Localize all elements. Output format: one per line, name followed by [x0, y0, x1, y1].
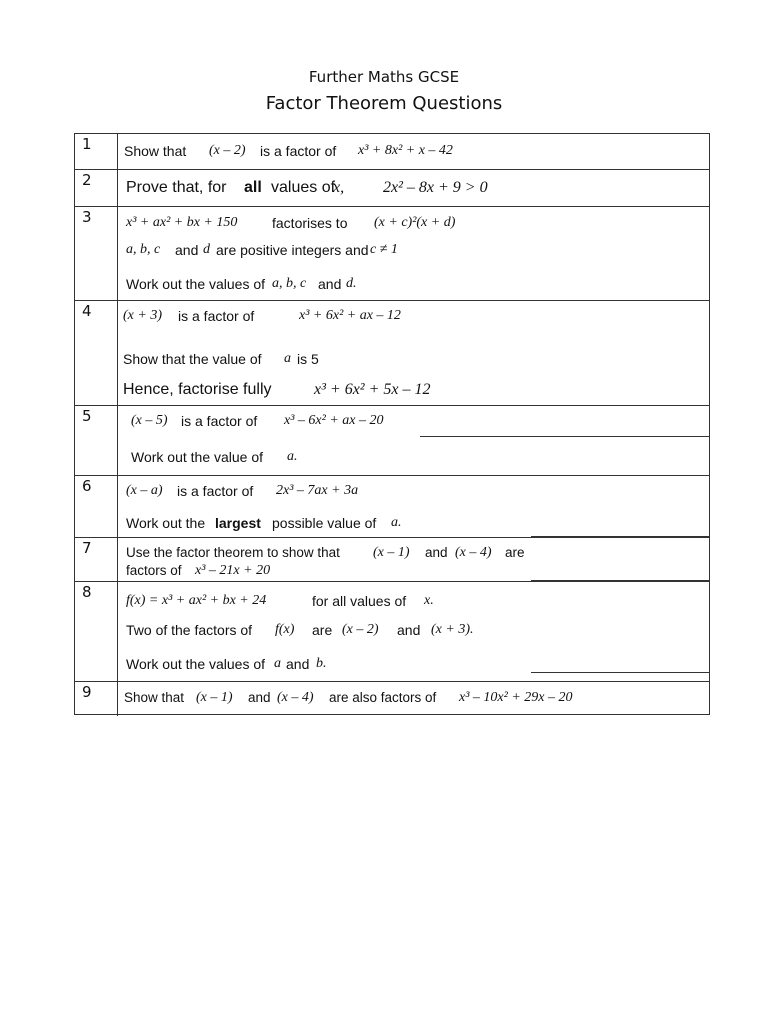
question-text: Use the factor theorem to show that [126, 545, 340, 560]
question-text: is a factor of [177, 483, 254, 499]
question-body [119, 170, 709, 206]
question-text: Work out the [126, 515, 206, 531]
question-text: and [175, 242, 199, 258]
question-text: and [318, 276, 342, 292]
variable: b. [316, 656, 327, 671]
questions-table [74, 133, 710, 715]
variables: a, b, c [272, 276, 307, 291]
question-text: are [505, 545, 525, 560]
question-number: 2 [75, 170, 118, 206]
question-row-3 [75, 207, 709, 301]
question-row-7 [75, 538, 709, 582]
polynomial-expression: x³ + 8x² + x – 42 [358, 143, 453, 158]
variable: d [203, 242, 210, 257]
question-row-4 [75, 301, 709, 406]
factor-expression: (x – 1) [196, 690, 233, 705]
question-row-9 [75, 682, 709, 716]
question-body [119, 582, 709, 681]
question-row-6 [75, 476, 709, 538]
variable: a. [287, 449, 298, 464]
question-text: Show that [124, 143, 187, 159]
question-text: Work out the values of [126, 656, 266, 672]
polynomial-expression: x³ – 21x + 20 [195, 563, 271, 578]
question-body [119, 207, 709, 300]
factor-expression: (x + 3). [431, 622, 474, 637]
polynomial-expression: x³ + 6x² + ax – 12 [299, 308, 401, 323]
emphasis-text: largest [215, 515, 261, 531]
factor-expression: (x – 2) [342, 622, 379, 637]
question-text: are positive integers and [216, 242, 369, 258]
factor-expression: (x – a) [126, 483, 163, 498]
condition-expression: c ≠ 1 [370, 242, 398, 257]
document-title: Factor Theorem Questions [265, 93, 503, 114]
question-row-2 [75, 170, 709, 207]
polynomial-expression: x³ + 6x² + 5x – 12 [314, 381, 431, 398]
question-body [119, 301, 709, 405]
function-definition: f(x) = x³ + ax² + bx + 24 [126, 593, 267, 608]
variable: x, [333, 179, 345, 196]
question-row-8 [75, 582, 709, 682]
divider [420, 436, 709, 437]
divider [531, 536, 709, 537]
question-number: 1 [75, 134, 118, 169]
document-subtitle: Further Maths GCSE [308, 68, 460, 86]
factor-expression: (x – 4) [277, 690, 314, 705]
question-text: and [248, 690, 271, 705]
question-body [119, 682, 709, 716]
divider [531, 672, 709, 673]
question-text: Show that the value of [123, 351, 262, 367]
factor-expression: (x – 1) [373, 545, 410, 560]
question-body [119, 134, 709, 169]
question-text: Prove that, for [126, 179, 227, 196]
question-text: Hence, factorise fully [123, 381, 272, 398]
question-text: and [397, 622, 421, 638]
question-text: Work out the value of [131, 449, 264, 465]
factor-expression: (x – 4) [455, 545, 492, 560]
question-row-1 [75, 134, 709, 170]
question-text: Two of the factors of [126, 622, 253, 638]
question-text: possible value of [272, 515, 377, 531]
polynomial-expression: x³ – 6x² + ax – 20 [284, 413, 384, 428]
factor-expression: (x – 2) [209, 143, 246, 158]
factor-expression: (x + 3) [123, 308, 162, 323]
question-text: factors of [126, 563, 182, 578]
question-body [119, 476, 709, 537]
question-body [119, 406, 709, 475]
polynomial-expression: 2x³ – 7ax + 3a [276, 483, 359, 498]
question-row-5 [75, 406, 709, 476]
question-text: and [425, 545, 448, 560]
factorised-expression: (x + c)²(x + d) [374, 215, 456, 230]
question-text: Work out the values of [126, 276, 266, 292]
question-text: is a factor of [260, 143, 337, 159]
question-number: 6 [75, 476, 118, 537]
question-text: is a factor of [181, 413, 258, 429]
variable: a. [391, 515, 402, 530]
variable: a [284, 351, 291, 366]
variable: d. [346, 276, 357, 291]
divider [531, 580, 709, 581]
question-text: are [312, 622, 333, 638]
polynomial-expression: x³ + ax² + bx + 150 [126, 215, 238, 230]
question-text: and [286, 656, 310, 672]
variables: a, b, c [126, 242, 161, 257]
question-number: 5 [75, 406, 118, 475]
question-number: 8 [75, 582, 118, 681]
polynomial-expression: x³ – 10x² + 29x – 20 [459, 690, 573, 705]
variable: a [274, 656, 281, 671]
factor-expression: (x – 5) [131, 413, 168, 428]
question-text: factorises to [272, 215, 348, 231]
question-number: 7 [75, 538, 118, 581]
question-text: for all values of [312, 593, 407, 609]
question-body [119, 538, 709, 581]
question-number: 9 [75, 682, 118, 716]
question-text: is 5 [297, 351, 319, 367]
question-number: 4 [75, 301, 118, 405]
question-number: 3 [75, 207, 118, 300]
emphasis-text: all [244, 179, 262, 196]
variable: x. [424, 593, 434, 608]
question-text: Show that [124, 690, 185, 705]
question-text: values of [271, 179, 336, 196]
question-text: is a factor of [178, 308, 255, 324]
inequality-expression: 2x² – 8x + 9 > 0 [383, 179, 488, 196]
function-name: f(x) [275, 622, 295, 637]
question-text: are also factors of [329, 690, 437, 705]
